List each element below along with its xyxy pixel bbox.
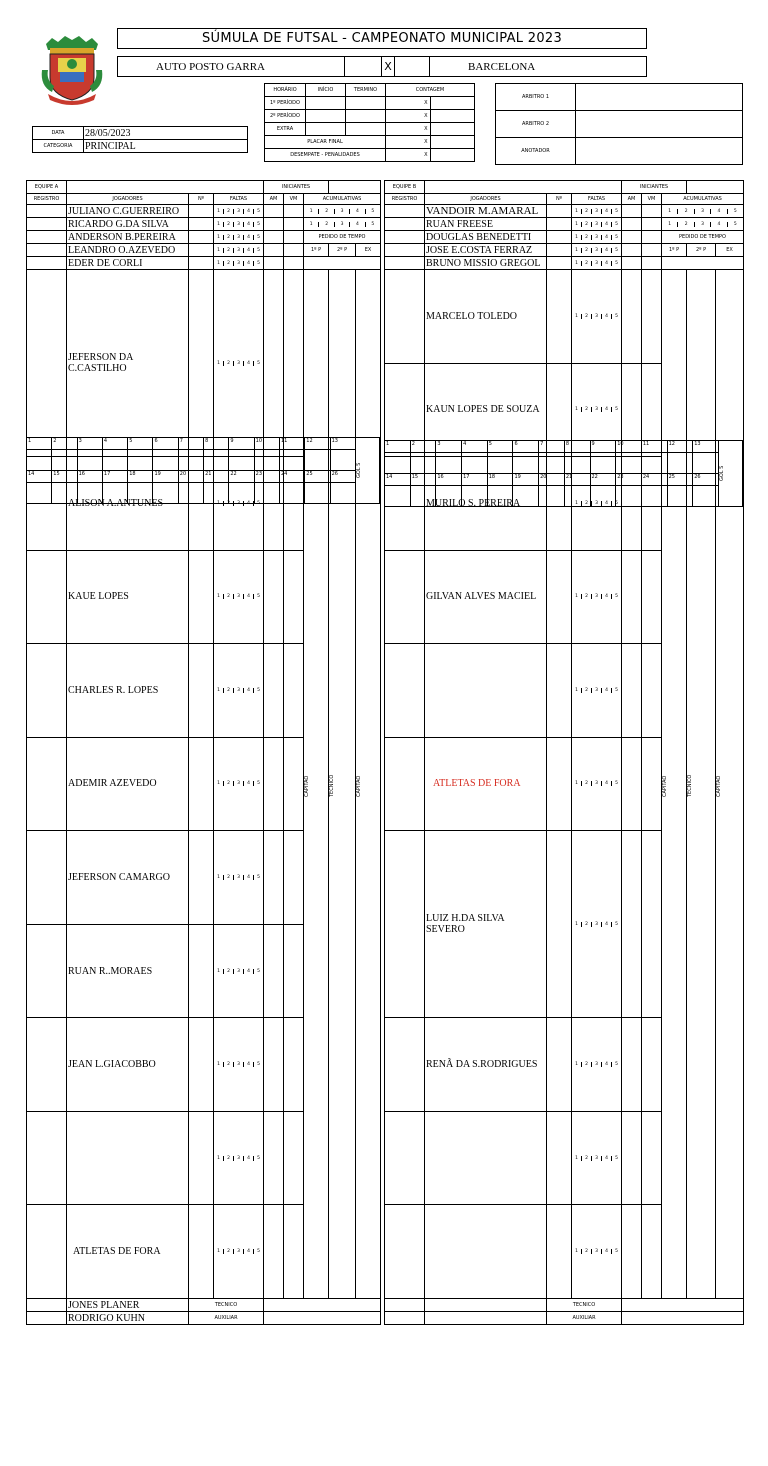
vs-mark: X <box>382 57 395 77</box>
contagem-header: CONTAGEM <box>386 84 475 97</box>
goal-number: 8 <box>564 441 590 453</box>
goal-number: 9 <box>229 438 254 450</box>
goal-number: 8 <box>204 438 229 450</box>
placar-final-label: PLACAR FINAL <box>265 136 386 149</box>
player-name: LUIZ H.DA SILVA SEVERO <box>425 831 547 1018</box>
goal-number: 24 <box>279 471 304 483</box>
table-row: JULIANO C.GUERREIRO 1 2 3 4 5 1 2 3 4 5 <box>27 205 381 218</box>
table-row: JEAN L.GIACOBBO 1 2 3 4 5 <box>27 1018 381 1112</box>
player-name: JEAN L.GIACOBBO <box>67 1018 189 1112</box>
goal-number: 16 <box>77 471 102 483</box>
equipe-b-label: EQUIPE B <box>385 181 425 194</box>
officials-table <box>495 83 743 165</box>
arbitro-2-label: ARBITRO 2 <box>496 111 576 138</box>
table-row: ALISON A.ANTUNES 1 2 3 4 5 <box>27 457 381 551</box>
table-row: RUAN R..MORAES 1 2 3 4 5 <box>27 924 381 1018</box>
goal-number: 13 <box>330 438 355 450</box>
table-row: LEANDRO O.AZEVEDO 1 2 3 4 5 1º P 2º P EX <box>27 244 381 257</box>
player-name: EDER DE CORLI <box>67 257 189 270</box>
goal-number: 1 <box>27 438 52 450</box>
table-row: RICARDO G.DA SILVA 1 2 3 4 5 1 2 3 4 5 <box>27 218 381 231</box>
gols-label: GOL S <box>356 438 362 503</box>
goal-number: 22 <box>229 471 254 483</box>
table-row: ADEMIR AZEVEDO 1 2 3 4 5 <box>27 737 381 831</box>
player-name: JEFERSON DA C.CASTILHO <box>67 270 189 457</box>
page-title: SÚMULA DE FUTSAL - CAMPEONATO MUNICIPAL 2023 <box>117 28 647 49</box>
goal-number: 23 <box>254 471 279 483</box>
table-row: JOSE E.COSTA FERRAZ 1 2 3 4 5 1º P 2º P EX <box>385 244 744 257</box>
goal-number: 10 <box>616 441 642 453</box>
anotador-label: ANOTADOR <box>496 138 576 165</box>
goal-number: 14 <box>27 471 52 483</box>
player-name: ALISON A.ANTUNES <box>67 457 189 551</box>
goal-number: 18 <box>128 471 153 483</box>
player-name: ANDERSON B.PEREIRA <box>67 231 189 244</box>
goal-number: 24 <box>641 474 667 486</box>
categoria-label: CATEGORIA <box>33 140 84 153</box>
goal-number: 15 <box>52 471 77 483</box>
times-table: HORÁRIO INÍCIO TERMINO CONTAGEM 1º PERÍODO X 2º PERÍODO X EXTRA X PLACAR FINAL X DESEMPATE - PENALIDADES X <box>264 83 475 162</box>
table-row: KAUN LOPES DE SOUZA 1 2 3 4 5 <box>385 363 744 457</box>
player-name: MURILO S. PEREIRA <box>425 457 547 551</box>
period-2-label: 2º PERÍODO <box>265 110 306 123</box>
goal-number: 10 <box>254 438 279 450</box>
table-row: ANDERSON B.PEREIRA 1 2 3 4 5 PEDIDO DE TEMPO <box>27 231 381 244</box>
table-row: RENÃ DA S.RODRIGUES 1 2 3 4 5 <box>385 1018 744 1112</box>
goal-number: 6 <box>153 438 178 450</box>
goal-number: 7 <box>539 441 565 453</box>
team-b-table: EQUIPE B INICIANTES REGISTRO JOGADORES Nº FALTAS AM VM ACUMULATIVAS VANDOIR M.AMARAL 1 2 3 4 5 1 2 3 4 5 RUAN FREESE 1 2 3 4 5 1 2 3 4 5 DOUGLAS BENEDETTI 1 2 3 4 5 PEDIDO DE TEMPO JOSE E.COSTA FERRAZ 1 2 3 4 5 1º P 2º P EX BRUNO MISSIO GREGOL 1 2 3 4 5 MARCELO TOLEDO 1 2 3 4 5 CAPITÃO TECNICO CAPITÃO KAUN LOPES DE SOUZA 1 2 3 4 5 MURILO S. PEREIRA 1 2 3 4 5 GILVAN ALVES MACIEL 1 2 3 4 5 1 2 3 4 5 ATLETAS DE FORA 1 2 3 4 5 LUIZ H.DA SILVA SEVERO 1 2 3 4 5 RENÃ DA S.RODRIGUES 1 2 3 4 5 <box>384 180 744 1325</box>
player-name: LEANDRO O.AZEVEDO <box>67 244 189 257</box>
team-b-name: BARCELONA <box>431 61 535 73</box>
goal-number: 13 <box>693 441 719 453</box>
table-row: MARCELO TOLEDO 1 2 3 4 5 CAPITÃO TECNICO CAPITÃO <box>385 270 744 364</box>
goal-number: 6 <box>513 441 539 453</box>
table-row: MURILO S. PEREIRA 1 2 3 4 5 <box>385 457 744 551</box>
goal-number: 16 <box>436 474 462 486</box>
table-row: 1 2 3 4 5 <box>385 644 744 738</box>
goal-number: 4 <box>462 441 488 453</box>
team-a-name: AUTO POSTO GARRA <box>119 61 265 73</box>
categoria-value: PRINCIPAL <box>84 140 248 153</box>
table-row: RUAN FREESE 1 2 3 4 5 1 2 3 4 5 <box>385 218 744 231</box>
player-name: GILVAN ALVES MACIEL <box>425 550 547 644</box>
goal-number: 3 <box>77 438 102 450</box>
table-row: ATLETAS DE FORA 1 2 3 4 5 <box>385 737 744 831</box>
table-row: CHARLES R. LOPES 1 2 3 4 5 <box>27 644 381 738</box>
goal-number: 14 <box>385 474 411 486</box>
player-name: RUAN R..MORAES <box>67 924 189 1018</box>
goal-number: 5 <box>487 441 513 453</box>
player-name: KAUN LOPES DE SOUZA <box>425 363 547 457</box>
goal-number: 22 <box>590 474 616 486</box>
desempate-label: DESEMPATE - PENALIDADES <box>265 149 386 162</box>
table-row: EDER DE CORLI 1 2 3 4 5 <box>27 257 381 270</box>
inicio-header: INÍCIO <box>306 84 346 97</box>
player-name: MARCELO TOLEDO <box>425 270 547 364</box>
goal-number: 21 <box>564 474 590 486</box>
player-name: JOSE E.COSTA FERRAZ <box>425 244 547 257</box>
arbitro-1-label: ARBITRO 1 <box>496 84 576 111</box>
table-row: LUIZ H.DA SILVA SEVERO 1 2 3 4 5 <box>385 831 744 1018</box>
municipal-crest <box>38 34 106 106</box>
horario-header: HORÁRIO <box>265 84 306 97</box>
table-row: JEFERSON CAMARGO 1 2 3 4 5 <box>27 831 381 925</box>
goal-number: 1 <box>385 441 411 453</box>
player-name: RENÃ DA S.RODRIGUES <box>425 1018 547 1112</box>
period-1-label: 1º PERÍODO <box>265 97 306 110</box>
player-name: JEFERSON CAMARGO <box>67 831 189 925</box>
goal-number: 12 <box>667 441 693 453</box>
match-header <box>117 56 647 77</box>
goal-number: 19 <box>513 474 539 486</box>
goal-number: 17 <box>102 471 127 483</box>
goal-number: 19 <box>153 471 178 483</box>
team-a-auxiliar <box>67 1312 189 1325</box>
data-value: 28/05/2023 <box>84 127 248 140</box>
table-row: VANDOIR M.AMARAL 1 2 3 4 5 1 2 3 4 5 <box>385 205 744 218</box>
player-name: ATLETAS DE FORA <box>425 737 547 831</box>
team-a-tecnico <box>67 1299 189 1312</box>
player-name: RICARDO G.DA SILVA <box>67 218 189 231</box>
data-label: DATA <box>33 127 84 140</box>
goal-number: 4 <box>102 438 127 450</box>
goal-number: 26 <box>693 474 719 486</box>
team-a-goals <box>26 437 380 504</box>
player-name: JULIANO C.GUERREIRO <box>67 205 189 218</box>
goal-number: 23 <box>616 474 642 486</box>
equipe-a-label: EQUIPE A <box>27 181 67 194</box>
goal-number: 9 <box>590 441 616 453</box>
table-row: KAUE LOPES 1 2 3 4 5 <box>27 550 381 644</box>
goal-number: 15 <box>410 474 436 486</box>
player-name <box>67 1205 189 1299</box>
player-name: BRUNO MISSIO GREGOL <box>425 257 547 270</box>
extra-label: EXTRA <box>265 123 306 136</box>
player-name: RUAN FREESE <box>425 218 547 231</box>
gols-label: GOL S <box>719 441 725 506</box>
goal-number: 5 <box>128 438 153 450</box>
goal-number: 2 <box>410 441 436 453</box>
goal-number: 25 <box>305 471 330 483</box>
termino-header: TERMINO <box>346 84 386 97</box>
goal-number: 25 <box>667 474 693 486</box>
table-row: JEFERSON DA C.CASTILHO 1 2 3 4 5 CAPITÃO TECNICO CAPITÃO <box>27 270 381 457</box>
goal-number: 3 <box>436 441 462 453</box>
player-name: VANDOIR M.AMARAL <box>425 205 547 218</box>
table-row: BRUNO MISSIO GREGOL 1 2 3 4 5 <box>385 257 744 270</box>
goal-number: 7 <box>178 438 203 450</box>
goal-number: 20 <box>539 474 565 486</box>
player-name: KAUE LOPES <box>67 550 189 644</box>
goal-number: 17 <box>462 474 488 486</box>
team-b-goals <box>384 440 743 507</box>
info-table <box>32 126 248 153</box>
goal-number: 18 <box>487 474 513 486</box>
goal-number: 11 <box>641 441 667 453</box>
goal-number: 2 <box>52 438 77 450</box>
player-name: CHARLES R. LOPES <box>67 644 189 738</box>
player-name: DOUGLAS BENEDETTI <box>425 231 547 244</box>
goal-number: 20 <box>178 471 203 483</box>
player-name: ADEMIR AZEVEDO <box>67 737 189 831</box>
goal-number: 21 <box>204 471 229 483</box>
team-a-table: EQUIPE A INICIANTES REGISTRO JOGADORES Nº FALTAS AM VM ACUMULATIVAS JULIANO C.GUERREIRO 1 2 3 4 5 1 2 3 4 5 RICARDO G.DA SILVA 1 2 3 4 5 1 2 3 4 5 ANDERSON B.PEREIRA 1 2 3 4 5 PEDIDO DE TEMPO LEANDRO O.AZEVEDO 1 2 3 4 5 1º P 2º P EX EDER DE CORLI 1 2 3 4 5 JEFERSON DA C.CASTILHO 1 2 3 4 5 CAPITÃO TECNICO CAPITÃO ALISON A.ANTUNES 1 2 3 4 5 KAUE LOPES 1 2 3 4 5 CHARLES R. LOPES 1 2 3 4 5 ADEMIR AZEVEDO 1 2 3 4 5 JEFERSON CAMARGO 1 2 3 4 5 RUAN R..MORAES 1 2 3 4 5 JEAN L.GIACOBBO 1 2 3 4 5 <box>26 180 381 1325</box>
table-row: DOUGLAS BENEDETTI 1 2 3 4 5 PEDIDO DE TEMPO <box>385 231 744 244</box>
goal-number: 11 <box>279 438 304 450</box>
goal-number: 12 <box>305 438 330 450</box>
goal-number: 26 <box>330 471 355 483</box>
table-row: GILVAN ALVES MACIEL 1 2 3 4 5 <box>385 550 744 644</box>
